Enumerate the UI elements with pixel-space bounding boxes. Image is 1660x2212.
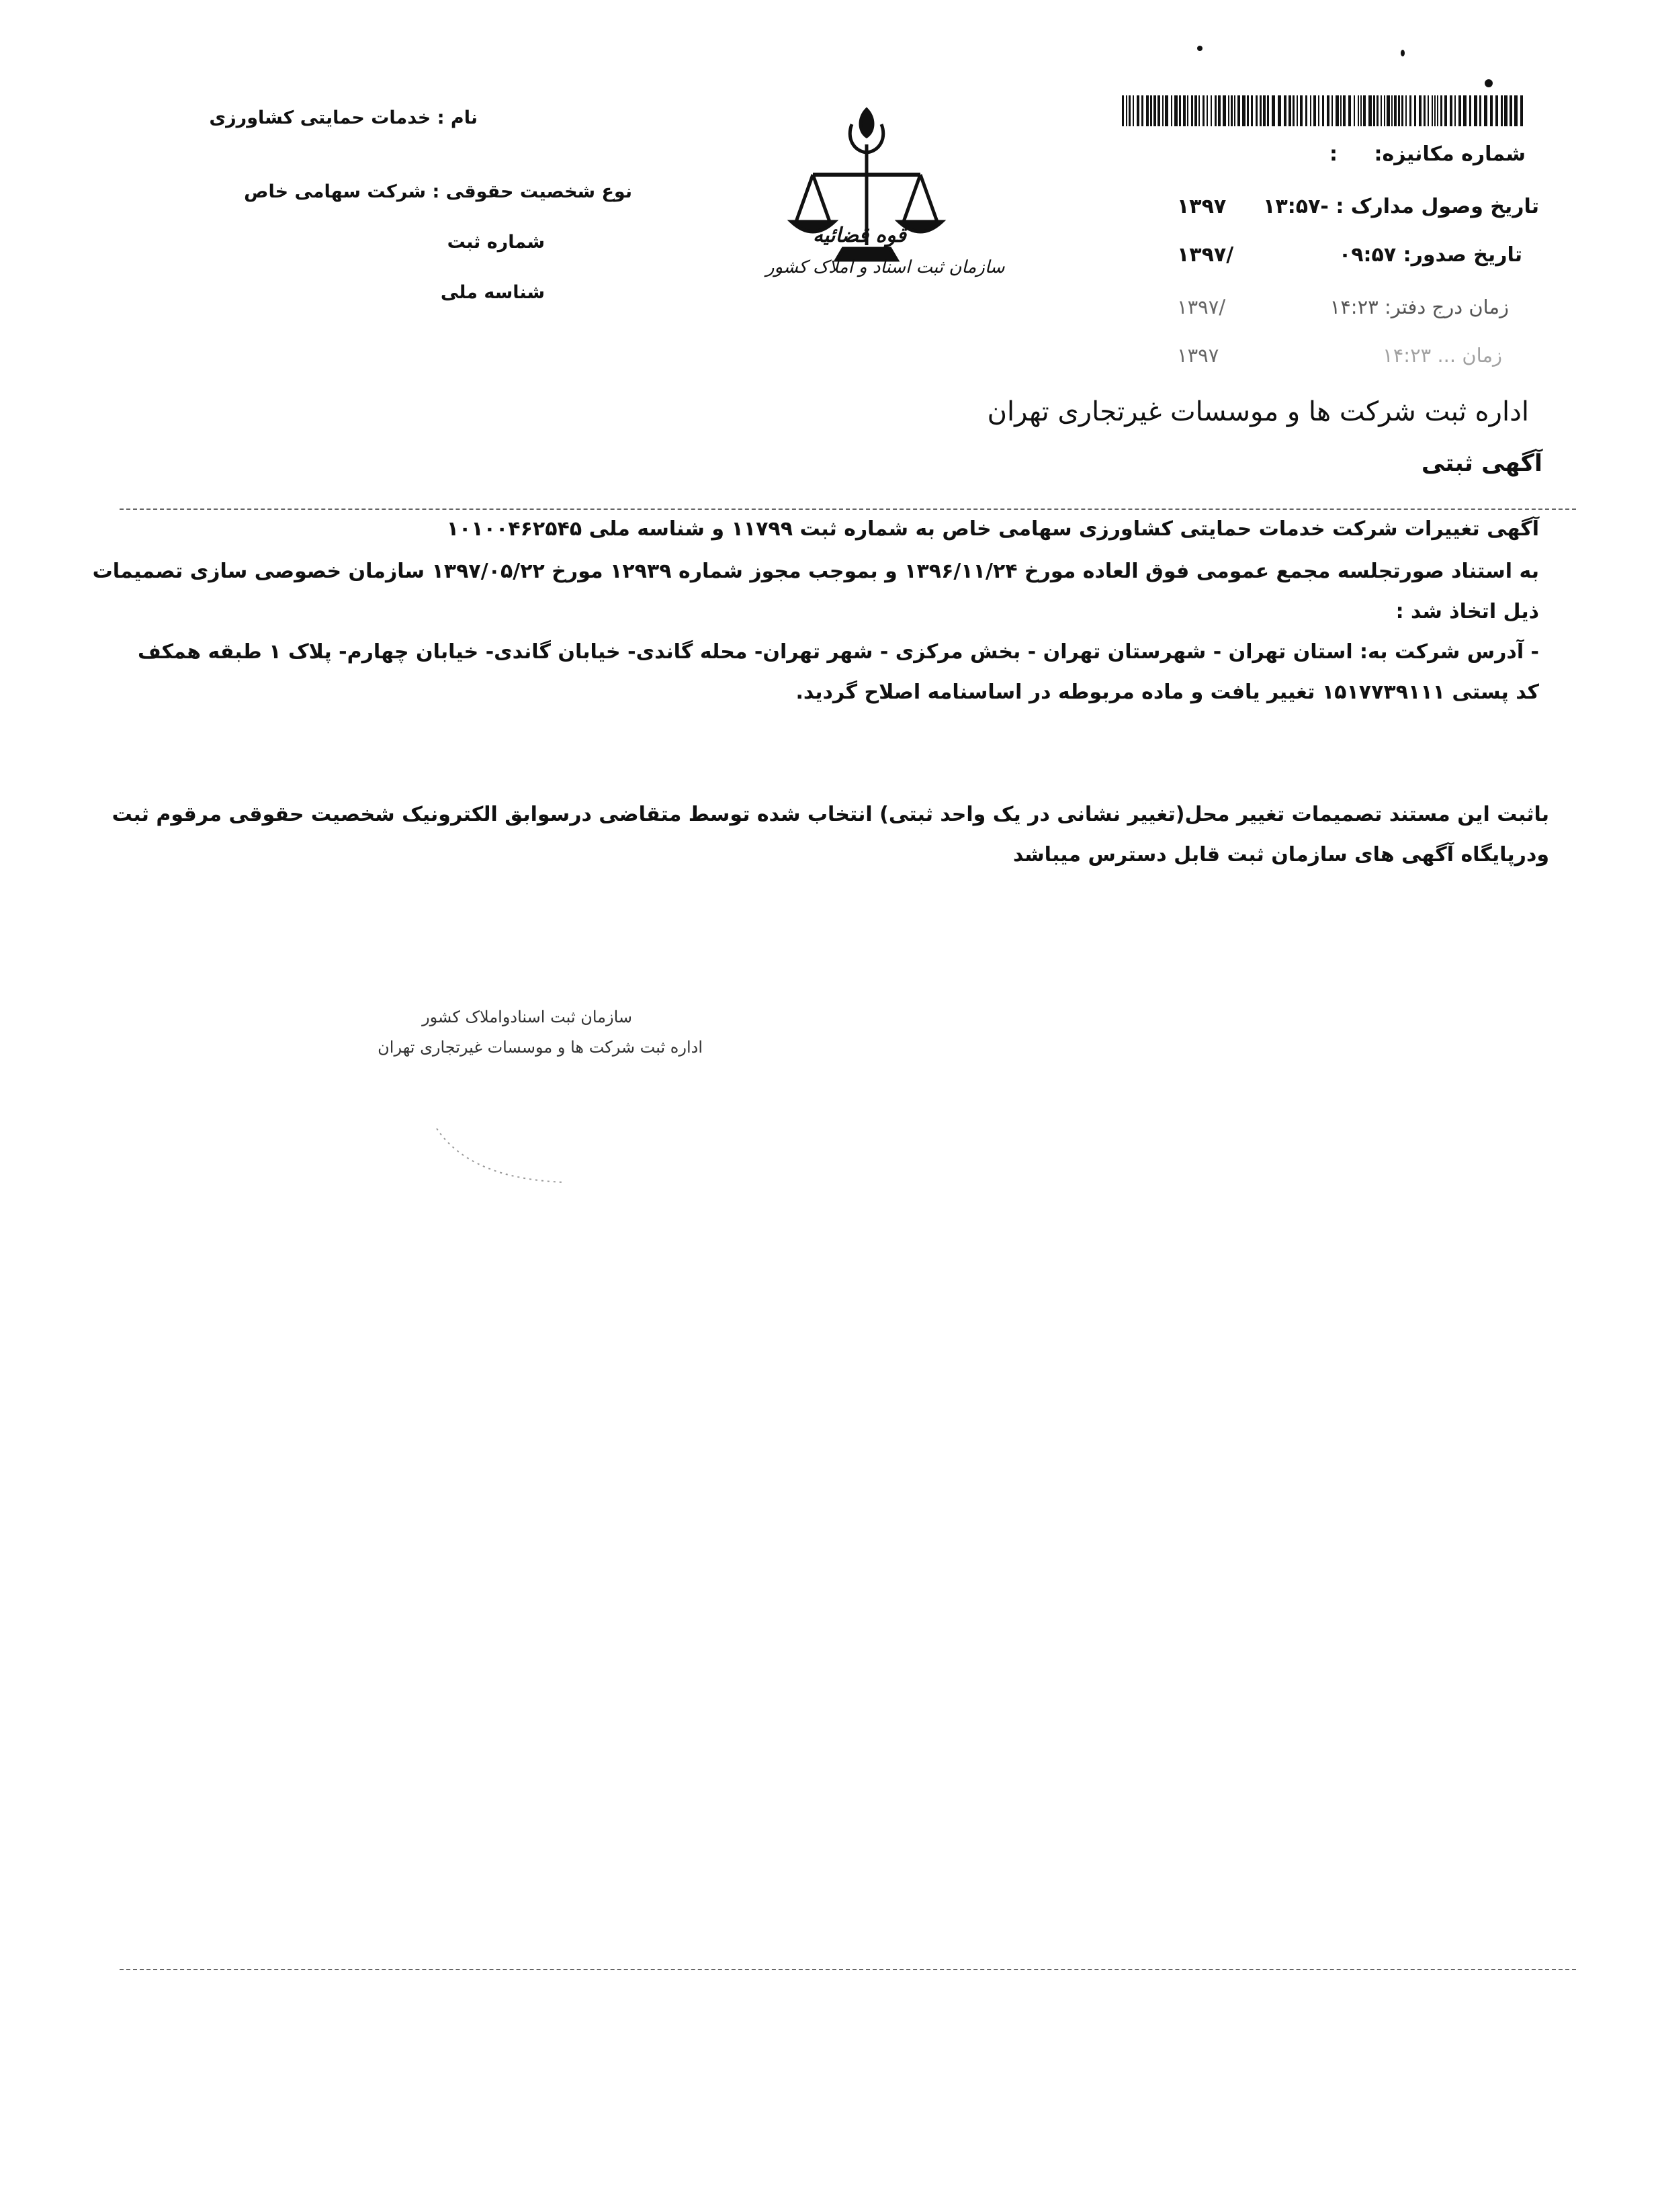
barcode-bar bbox=[1450, 95, 1452, 126]
barcode-bar bbox=[1187, 95, 1188, 126]
barcode-bar bbox=[1260, 95, 1262, 126]
barcode-bar bbox=[1272, 95, 1275, 126]
barcode-bar bbox=[1322, 95, 1324, 126]
barcode-bar bbox=[1300, 95, 1303, 126]
barcode-bar bbox=[1437, 95, 1438, 126]
barcode-bar bbox=[1211, 95, 1212, 126]
barcode-bar bbox=[1368, 95, 1372, 126]
ad-title: آگهی ثبتی bbox=[1421, 450, 1542, 477]
barcode-bar bbox=[1504, 95, 1508, 126]
judiciary-emblem bbox=[766, 104, 1005, 299]
register-time-row bbox=[1330, 296, 1509, 318]
barcode-bar bbox=[1157, 95, 1160, 126]
barcode bbox=[1122, 95, 1525, 126]
barcode-bar bbox=[1401, 95, 1403, 126]
issue-date-year: /۱۳۹۷ bbox=[1177, 243, 1234, 267]
issue-date-time: ۰۹:۵۷ bbox=[1338, 243, 1397, 267]
barcode-bar bbox=[1363, 95, 1366, 126]
barcode-bar bbox=[1194, 95, 1197, 126]
national-id-label: شناسه ملی bbox=[440, 282, 545, 303]
barcode-bar bbox=[1387, 95, 1390, 126]
receipt-date-time: -۱۳:۵۷ bbox=[1263, 195, 1329, 218]
barcode-bar bbox=[1377, 95, 1379, 126]
announcement-line-3: ذیل اتخاذ شد : bbox=[1395, 600, 1539, 623]
barcode-bar bbox=[1414, 95, 1416, 126]
barcode-bar bbox=[1207, 95, 1208, 126]
name-value: خدمات حمایتی کشاورزی bbox=[209, 107, 431, 128]
barcode-bar bbox=[1179, 95, 1181, 126]
stamp-arc bbox=[430, 1115, 591, 1189]
emblem-caption-line2: سازمان ثبت اسناد و املاک کشور bbox=[766, 257, 1005, 277]
barcode-bar bbox=[1247, 95, 1249, 126]
office-title: اداره ثبت شرکت ها و موسسات غیرتجاری تهران bbox=[987, 396, 1529, 427]
barcode-bar bbox=[1146, 95, 1149, 126]
barcode-bar bbox=[1343, 95, 1346, 126]
fourth-time-year: ۱۳۹۷ bbox=[1177, 344, 1219, 367]
announcement-line-5: کد پستی ۱۵۱۷۷۳۹۱۱۱ تغییر یافت و ماده مربوطه در اساسنامه اصلاح گردید. bbox=[795, 680, 1539, 704]
barcode-bar bbox=[1484, 95, 1487, 126]
barcode-bar bbox=[1444, 95, 1447, 126]
barcode-bar bbox=[1133, 95, 1134, 126]
barcode-bar bbox=[1288, 95, 1291, 126]
barcode-bar bbox=[1171, 95, 1172, 126]
barcode-bar bbox=[1251, 95, 1253, 126]
announcement-line-4: - آدرس شرکت به: استان تهران - شهرستان تهران - بخش مرکزی - شهر تهران- محله گاندی- خیابان گاندی- خیابان چهارم- پلاک ۱ طبقه همکف bbox=[137, 640, 1539, 664]
barcode-bar bbox=[1293, 95, 1295, 126]
barcode-bar bbox=[1398, 95, 1400, 126]
barcode-bar bbox=[1360, 95, 1362, 126]
barcode-bar bbox=[1454, 95, 1456, 126]
confirmation-line-1: باثبت این مستند تصمیمات تغییر محل(تغییر نشانی در یک واحد ثبتی) انتخاب شده توسط متقاضی درسوابق الکترونیک شخصیت حقوقی مرقوم ثبت bbox=[112, 803, 1549, 826]
barcode-bar bbox=[1514, 95, 1518, 126]
register-time-label: زمان درج دفتر: bbox=[1384, 296, 1509, 318]
receipt-date-label: تاریخ وصول مدارک : bbox=[1336, 195, 1539, 218]
signature-line-2: اداره ثبت شرکت ها و موسسات غیرتجاری تهران bbox=[378, 1038, 703, 1057]
name-label: نام : bbox=[437, 107, 478, 128]
barcode-bar bbox=[1278, 95, 1281, 126]
barcode-bar bbox=[1458, 95, 1461, 126]
barcode-bar bbox=[1490, 95, 1493, 126]
barcode-bar bbox=[1165, 95, 1168, 126]
barcode-bar bbox=[1231, 95, 1233, 126]
barcode-bar bbox=[1501, 95, 1503, 126]
barcode-bar bbox=[1327, 95, 1329, 126]
barcode-bar bbox=[1218, 95, 1221, 126]
barcode-bar bbox=[1424, 95, 1426, 126]
barcode-bar bbox=[1297, 95, 1298, 126]
entity-type-value: شرکت سهامی خاص bbox=[244, 181, 427, 202]
mechanized-number-value: : bbox=[1329, 142, 1338, 166]
barcode-bar bbox=[1419, 95, 1422, 126]
barcode-bar bbox=[1237, 95, 1240, 126]
barcode-bar bbox=[1440, 95, 1442, 126]
emblem-caption-line1: قوه قضائیه bbox=[813, 224, 906, 247]
barcode-bar bbox=[1267, 95, 1269, 126]
barcode-bar bbox=[1284, 95, 1286, 126]
barcode-bar bbox=[1384, 95, 1385, 126]
registration-number-label: شماره ثبت bbox=[447, 232, 545, 253]
barcode-bar bbox=[1234, 95, 1235, 126]
fourth-time-value: ۱۴:۲۳ bbox=[1383, 344, 1432, 367]
barcode-bar bbox=[1336, 95, 1339, 126]
scan-speck bbox=[1485, 79, 1493, 87]
company-name-row bbox=[209, 107, 478, 128]
barcode-bar bbox=[1137, 95, 1139, 126]
barcode-bar bbox=[1162, 95, 1164, 126]
barcode-bar bbox=[1391, 95, 1393, 126]
receipt-date-year: ۱۳۹۷ bbox=[1177, 195, 1227, 218]
fourth-time-row bbox=[1383, 344, 1502, 367]
barcode-bar bbox=[1228, 95, 1229, 126]
issue-date-label: تاریخ صدور: bbox=[1403, 243, 1522, 267]
barcode-bar bbox=[1129, 95, 1131, 126]
barcode-bar bbox=[1122, 95, 1124, 126]
barcode-bar bbox=[1432, 95, 1433, 126]
barcode-bar bbox=[1198, 95, 1200, 126]
mechanized-number-row bbox=[1374, 142, 1526, 166]
barcode-bar bbox=[1510, 95, 1512, 126]
faint-stamp bbox=[430, 1115, 591, 1189]
barcode-bar bbox=[1434, 95, 1436, 126]
top-divider bbox=[120, 508, 1576, 510]
barcode-bar bbox=[1331, 95, 1333, 126]
barcode-bar bbox=[1469, 95, 1471, 126]
bottom-divider bbox=[120, 1969, 1576, 1970]
signature-line-1: سازمان ثبت اسنادواملاک کشور bbox=[422, 1008, 632, 1026]
entity-type-label: نوع شخصیت حقوقی : bbox=[432, 181, 632, 202]
barcode-bar bbox=[1394, 95, 1397, 126]
register-time-year: /۱۳۹۷ bbox=[1177, 296, 1226, 318]
barcode-bar bbox=[1215, 95, 1217, 126]
barcode-bar bbox=[1381, 95, 1382, 126]
barcode-bar bbox=[1354, 95, 1355, 126]
barcode-bar bbox=[1428, 95, 1429, 126]
fourth-time-label: زمان ... bbox=[1437, 344, 1502, 367]
barcode-graphic bbox=[1122, 95, 1525, 126]
barcode-bar bbox=[1263, 95, 1266, 126]
barcode-bar bbox=[1358, 95, 1359, 126]
announcement-line-2: به استناد صورتجلسه مجمع عمومی فوق العاده مورخ ۱۳۹۶/۱۱/۲۴ و بموجب مجوز شماره ۱۲۹۳۹ مورخ ۱۳۹۷/۰۵/۲۲ سازمان خصوصی سازی تصمیمات bbox=[92, 560, 1539, 583]
mechanized-number-label: شماره مکانیزه: bbox=[1374, 142, 1526, 166]
barcode-bar bbox=[1242, 95, 1246, 126]
barcode-bar bbox=[1305, 95, 1307, 126]
barcode-bar bbox=[1409, 95, 1411, 126]
barcode-bar bbox=[1479, 95, 1481, 126]
barcode-bar bbox=[1150, 95, 1152, 126]
barcode-bar bbox=[1310, 95, 1311, 126]
barcode-bar bbox=[1256, 95, 1258, 126]
announcement-line-1: آگهی تغییرات شرکت خدمات حمایتی کشاورزی سهامی خاص به شماره ثبت ۱۱۷۹۹ و شناسه ملی ۱۰۱۰۰۴۶۲۵۴۵ bbox=[446, 517, 1539, 541]
barcode-bar bbox=[1495, 95, 1498, 126]
barcode-bar bbox=[1153, 95, 1156, 126]
barcode-bar bbox=[1318, 95, 1319, 126]
barcode-bar bbox=[1474, 95, 1477, 126]
scan-speck bbox=[1401, 50, 1405, 56]
barcode-bar bbox=[1340, 95, 1342, 126]
barcode-bar bbox=[1348, 95, 1351, 126]
receipt-date-row bbox=[1263, 195, 1539, 218]
barcode-bar bbox=[1191, 95, 1193, 126]
barcode-bar bbox=[1183, 95, 1186, 126]
register-time-value: ۱۴:۲۳ bbox=[1329, 296, 1379, 318]
barcode-bar bbox=[1520, 95, 1523, 126]
barcode-bar bbox=[1141, 95, 1143, 126]
barcode-bar bbox=[1463, 95, 1467, 126]
barcode-bar bbox=[1174, 95, 1178, 126]
barcode-bar bbox=[1405, 95, 1407, 126]
barcode-bar bbox=[1373, 95, 1375, 126]
scan-speck bbox=[1197, 46, 1203, 51]
entity-type-row bbox=[244, 181, 632, 202]
issue-date-row bbox=[1339, 243, 1522, 267]
confirmation-line-2: ودرپایگاه آگهی های سازمان ثبت قابل دسترس میباشد bbox=[1012, 843, 1549, 867]
barcode-bar bbox=[1223, 95, 1226, 126]
barcode-bar bbox=[1313, 95, 1316, 126]
barcode-bar bbox=[1126, 95, 1127, 126]
barcode-bar bbox=[1203, 95, 1205, 126]
